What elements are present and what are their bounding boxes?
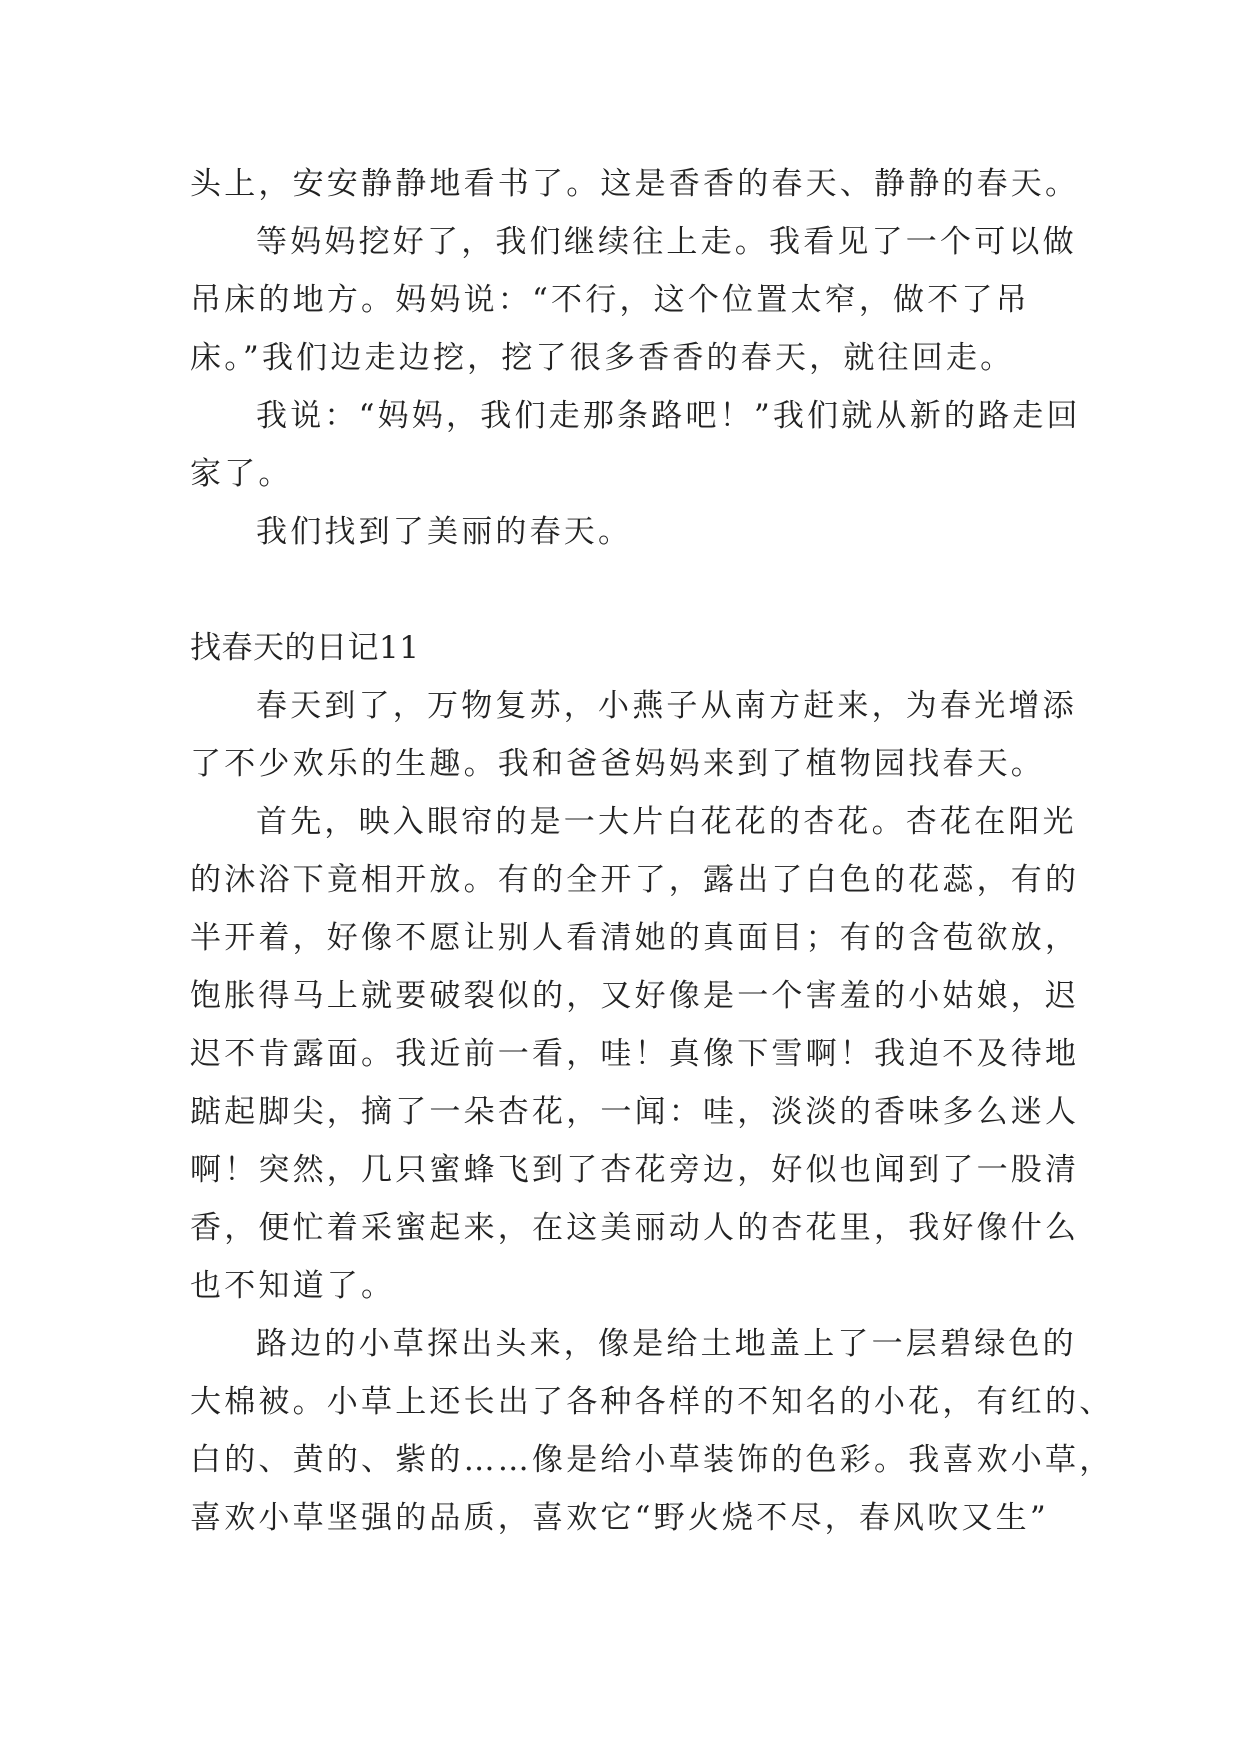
paragraph xyxy=(190,387,1081,503)
text-line: 床。”我们边走边挖，挖了很多香香的春天，就往回走。 xyxy=(190,340,1015,376)
text-line: 喜欢小草坚强的品质，喜欢它“野火烧不尽，春风吹又生” xyxy=(190,1500,1049,1536)
text-line: 的沐浴下竟相开放。有的全开了，露出了白色的花蕊，有的 xyxy=(190,862,1080,898)
text-line: 首先，映入眼帘的是一大片白花花的杏花。杏花在阳光 xyxy=(256,804,1077,840)
paragraph xyxy=(190,213,1077,387)
text-line: 了不少欢乐的生趣。我和爸爸妈妈来到了植物园找春天。 xyxy=(190,746,1045,782)
section-heading xyxy=(190,619,1070,677)
paragraph xyxy=(190,155,1080,213)
text-line: 路边的小草探出头来，像是给土地盖上了一层碧绿色的 xyxy=(256,1326,1077,1362)
paragraph xyxy=(190,677,1077,793)
text-line: 家了。 xyxy=(190,456,293,492)
text-line: 踮起脚尖，摘了一朵杏花，一闻：哇，淡淡的香味多么迷人 xyxy=(190,1094,1080,1130)
text-line: 等妈妈挖好了，我们继续往上走。我看见了一个可以做 xyxy=(256,224,1077,260)
text-line: 啊！突然，几只蜜蜂飞到了杏花旁边，好似也闻到了一股清 xyxy=(190,1152,1080,1188)
text-line: 吊床的地方。妈妈说：“不行，这个位置太窄，做不了吊 xyxy=(190,282,1030,318)
text-line: 我们找到了美丽的春天。 xyxy=(256,514,633,550)
text-line: 也不知道了。 xyxy=(190,1268,396,1304)
text-line: 头上，安安静静地看书了。这是香香的春天、静静的春天。 xyxy=(190,166,1080,202)
text-line: 春天到了，万物复苏，小燕子从南方赶来，为春光增添 xyxy=(256,688,1077,724)
text-line: 半开着，好像不愿让别人看清她的真面目；有的含苞欲放， xyxy=(190,920,1080,956)
paragraph xyxy=(190,503,1070,561)
text-line: 大棉被。小草上还长出了各种各样的不知名的小花，有红的、 xyxy=(190,1384,1114,1420)
document-body xyxy=(190,155,1114,1547)
paragraph xyxy=(190,1315,1114,1547)
text-line: 饱胀得马上就要破裂似的，又好像是一个害羞的小姑娘，迟 xyxy=(190,978,1080,1014)
text-line: 迟不肯露面。我近前一看，哇！真像下雪啊！我迫不及待地 xyxy=(190,1036,1080,1072)
paragraph xyxy=(190,793,1080,1315)
text-line: 白的、黄的、紫的……像是给小草装饰的色彩。我喜欢小草， xyxy=(190,1442,1114,1478)
heading-text: 找春天的日记11 xyxy=(190,630,420,666)
paragraph-gap xyxy=(190,561,1070,619)
text-line: 香，便忙着采蜜起来，在这美丽动人的杏花里，我好像什么 xyxy=(190,1210,1080,1246)
text-line: 我说：“妈妈，我们走那条路吧！”我们就从新的路走回 xyxy=(256,398,1081,434)
